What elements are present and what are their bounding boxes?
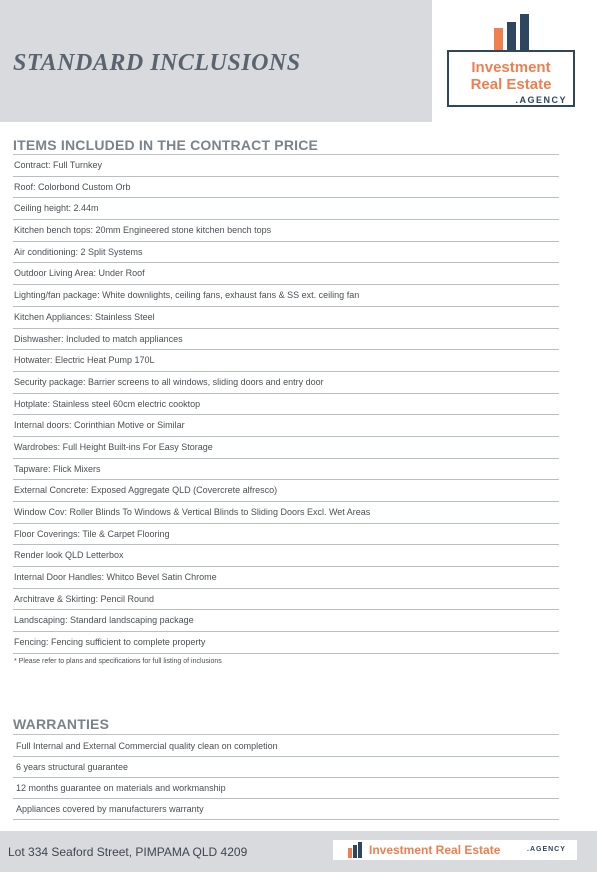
list-item: Wardrobes: Full Height Built-ins For Easy Storage [13, 437, 559, 459]
list-item: Roof: Colorbond Custom Orb [13, 177, 559, 199]
list-item: Full Internal and External Commercial quality clean on completion [13, 736, 559, 757]
list-item: Lighting/fan package: White downlights, ceiling fans, exhaust fans & SS ext. ceiling fan [13, 285, 559, 307]
list-item: Hotplate: Stainless steel 60cm electric cooktop [13, 394, 559, 416]
logo-line3: .AGENCY [515, 95, 567, 105]
page-title: STANDARD INCLUSIONS [13, 50, 301, 76]
list-item: Ceiling height: 2.44m [13, 198, 559, 220]
logo-line2: Real Estate [470, 76, 552, 93]
footer-logo-bars-icon [347, 842, 363, 858]
footer-logo [333, 840, 577, 860]
footer-logo-agency: .AGENCY [527, 846, 566, 853]
items-section-title: ITEMS INCLUDED IN THE CONTRACT PRICE [13, 137, 319, 153]
footer-logo-text: Investment Real Estate [369, 843, 501, 857]
footer-address: Lot 334 Seaford Street, PIMPAMA QLD 4209 [8, 845, 248, 859]
list-item: 6 years structural guarantee [13, 757, 559, 778]
list-item: Tapware: Flick Mixers [13, 459, 559, 481]
list-item: 12 months guarantee on materials and workmanship [13, 778, 559, 799]
list-item: Landscaping: Standard landscaping package [13, 610, 559, 632]
warranties-section-title: WARRANTIES [13, 716, 110, 732]
inclusions-list [13, 155, 559, 654]
list-item: Render look QLD Letterbox [13, 545, 559, 567]
list-item: Architrave & Skirting: Pencil Round [13, 589, 559, 611]
list-item: Kitchen Appliances: Stainless Steel [13, 307, 559, 329]
list-item: Fencing: Fencing sufficient to complete property [13, 632, 559, 654]
inclusions-footnote: * Please refer to plans and specifications for full listing of inclusions [14, 658, 222, 665]
list-item: Air conditioning: 2 Split Systems [13, 242, 559, 264]
list-item: External Concrete: Exposed Aggregate QLD (Covercrete alfresco) [13, 480, 559, 502]
list-item: Internal doors: Corinthian Motive or Similar [13, 415, 559, 437]
list-item: Floor Coverings: Tile & Carpet Flooring [13, 524, 559, 546]
list-item: Dishwasher: Included to match appliances [13, 329, 559, 351]
list-item: Contract: Full Turnkey [13, 155, 559, 177]
list-item: Appliances covered by manufacturers warranty [13, 799, 559, 820]
brand-logo [447, 50, 575, 107]
warranties-section-divider [13, 734, 559, 735]
list-item: Security package: Barrier screens to all windows, sliding doors and entry door [13, 372, 559, 394]
logo-line1: Investment [471, 59, 551, 76]
list-item: Internal Door Handles: Whitco Bevel Satin Chrome [13, 567, 559, 589]
list-item: Outdoor Living Area: Under Roof [13, 263, 559, 285]
warranties-list [13, 736, 559, 820]
list-item: Hotwater: Electric Heat Pump 170L [13, 350, 559, 372]
list-item: Window Cov: Roller Blinds To Windows & Vertical Blinds to Sliding Doors Excl. Wet Areas [13, 502, 559, 524]
logo-bars-icon [492, 14, 532, 52]
list-item: Kitchen bench tops: 20mm Engineered stone kitchen bench tops [13, 220, 559, 242]
